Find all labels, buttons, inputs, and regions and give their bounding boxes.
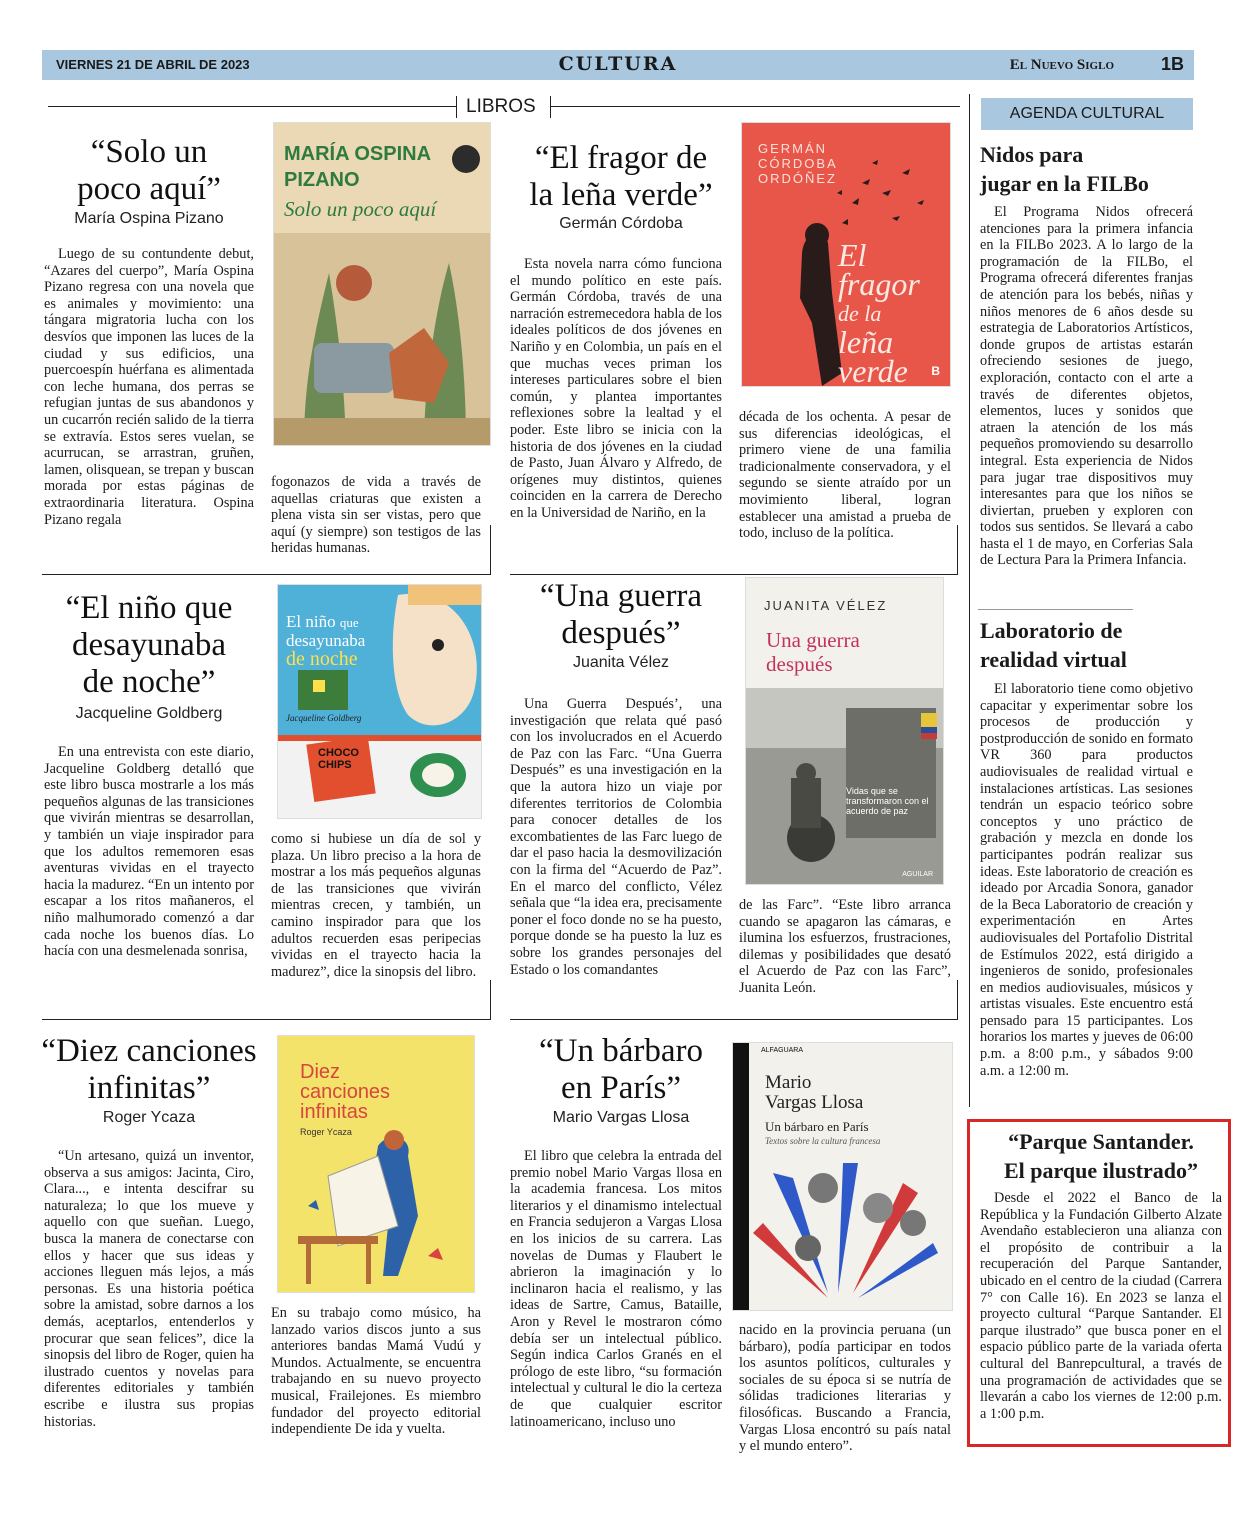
cover-title-line: de la [838, 301, 882, 326]
book-cover [746, 578, 943, 884]
cover-author: Jacqueline Goldberg [286, 713, 362, 723]
title-line: infinitas” [87, 1070, 211, 1106]
book-cover [733, 1043, 952, 1310]
cover-author: PIZANO [284, 169, 360, 191]
cover-author-line: CÓRDOBA [758, 156, 838, 171]
title-line: “El fragor de [534, 140, 708, 176]
cover-title-line: Una guerra [766, 628, 860, 652]
cover-author: Roger Ycaza [300, 1127, 352, 1137]
libros-rule-tick-left [456, 96, 457, 118]
cover-title: Un bárbaro en París [765, 1119, 869, 1134]
article-text: de las Farc”. “Este libro arranca cuando se apagaron las cámaras, e ilumina los esfuerzos, frustraciones, dilemas y posibilidades que desató el Acuerdo de Paz con las Farc”, Juanita León. [739, 897, 951, 996]
book-cover [742, 123, 950, 386]
title-line: la leña verde” [529, 177, 713, 213]
cover-title-line: canciones [300, 1081, 391, 1103]
publisher-logo: AGUILAR [902, 871, 933, 878]
sidebar-item-title [980, 140, 1195, 198]
book-author: Mario Vargas Llosa [552, 1109, 690, 1126]
title-line: “Diez canciones [41, 1033, 257, 1069]
sidebar-item-text: El laboratorio tiene como objetivo capacitar y experimentar sobre los procesos de producción y postproducción de sonido en formato VR 360 para productos audiovisuales de realidad virtual e instalaciones artísticas. Las sesiones tendrán un espacio teórico sobre conceptos y uno práctico de grabación y mezcla en donde los participantes podrán realizar sus ideas. Este laboratorio de creación es ideado por Arcadia Sonora, ganador de la Beca Laboratorio de creación y experimentación en Artes audiovisuales del Portafolio Distrital de Estímulos 2022, está dirigido a ingenieros de sonido, profesionales en medios audiovisuales, músicos y artistas visuales. Este encuentro está pensado para 15 participantes. Los horarios los martes y jueves de 06:00 p.m. a 8:00 p.m., y sábados 9:00 a.m. a 12:00 m. [980, 681, 1193, 1079]
title-line: “Un bárbaro [538, 1033, 703, 1069]
book-title [40, 1033, 258, 1107]
sidebar-item-title [978, 1127, 1224, 1185]
cover-illustration [733, 1153, 952, 1310]
agenda-cultural-heading: AGENDA CULTURAL [981, 98, 1193, 130]
book-cover [278, 585, 481, 818]
cover-title-line: Diez [300, 1061, 341, 1083]
article-text: como si hubiese un día de sol y plaza. Un libro preciso a la hora de mostrar a los más pequeños algunas de las transiciones que vivirán mientras crecen, y también, un camino inspirador para que los adultos recuerden esas peripecias vividas en el trayecto hacia la madurez”, dice la sinopsis del libro. [271, 831, 481, 980]
article-text: El libro que celebra la entrada del premio nobel Mario Vargas llosa en la academia francesa. Los mitos literarios y el dinamismo intelectual en Francia sedujeron a Vargas Llosa en los inicios de su carrera. Las novelas de Dumas y Flaubert le abrieron la imaginación y lo inclinaron hacia el realismo, y las ideas de Sartre, Camus, Bataille, Aron y Revel le mostraron cómo debía ser un intelectual público. Según indica Carlos Granés en el prólogo de este libro, “su formación intelectual y cultural le dio la certeza de que cualquier escritor latinoamericano, incluso uno [510, 1148, 722, 1430]
cover-title [838, 237, 920, 386]
article-text: Luego de su contundente debut, “Azares del cuerpo”, María Ospina Pizano regresa con una novela que es animales y movimiento: una tángara migratoria lucha con los desvíos que imponen las luces de la ciudad y sus edificios, una puercoespín huérfana es alimentada con leche humana, dos perras se refugian juntas de sus abandonos y un cucarrón recién salido de la tierra se extravía. Estos seres vuelan, se acurrucan, se arrastran, gruñen, lamen, olisquean, se trepan y buscan morada por estas páginas de extraordinaria literatura. Ospina Pizano regala [44, 246, 254, 528]
cover-author: MARÍA OSPINA [284, 143, 432, 165]
title-line: El parque ilustrado” [1004, 1158, 1198, 1183]
cover-illustration [278, 585, 481, 818]
article-text: “Un artesano, quizá un inventor, observa a sus amigos: Jacinta, Ciro, Clara..., e intenta descifrar su naturaleza; lo que los mueve y aquello con que sueñan. Luego, busca la manera de conectarse con ellos y hacer que sus ideas y acciones lleguen más lejos, a más personas. Es una historia poética sobre la amistad, sobre darnos a los demás, aceptarlos, entenderlos y procurar que sean felices”, dice la sinopsis del libro de Roger, quien ha ilustrado cuentos y novelas para diferentes editoriales y también escribe e ilustra sus propias historias. [44, 1148, 254, 1430]
article-text: Esta novela narra cómo funciona el mundo político en este país. Germán Córdoba, través de una narración estremecedora habla de los ideales políticos de dos jóvenes en Nariño y en Colombia, un país en el que muchas veces priman los intereses particulares sobre el bien común, y plantea importantes reflexiones sobre la lealtad y el poder. Este libro se inicia con la historia de dos jóvenes en la ciudad de Pasto, Juan Álvaro y Alfredo, de orígenes muy distintos, quienes coinciden en la carrera de Derecho en la Universidad de Nariño, en la [510, 256, 722, 521]
sidebar-divider [978, 609, 1133, 610]
article-text: En una entrevista con este diario, Jacqueline Goldberg detalló que este libro busca mostrarle a los más pequeños algunas de las transiciones que vivirán mientras se desarrollan, y también un viaje inspirador para que los adultos rememoren esas aventuras vividas en el trayecto hacia la madurez. “En un intento por escapar a los ritos mañaneros, el niño malhumorado comenzó a dar cada noche los buenos días. Lo hacía con una desmelenada sonrisa, [44, 744, 254, 960]
row-divider [510, 1019, 958, 1020]
cover-title-line: después [766, 652, 833, 676]
cover-author [765, 1073, 863, 1113]
header-date: VIERNES 21 DE ABRIL DE 2023 [56, 57, 250, 72]
title-line: en París” [560, 1070, 682, 1106]
cover-illustration [278, 1036, 474, 1292]
article-text: década de los ochenta. A pesar de sus diferencias ideológicas, el primero viene de una familia tradicionalmente conservadora, y el segundo se siente atraído por un movimiento liberal, logran establecer una amistad a prueba de todo, incluso de la política. [739, 409, 951, 542]
cover-title [766, 628, 860, 676]
sidebar-divider [969, 94, 970, 1107]
cover-author-line: Vargas Llosa [765, 1092, 864, 1113]
title-line: de noche” [82, 664, 216, 700]
book-title [510, 140, 732, 214]
section-title: CULTURA [558, 53, 678, 75]
book-author: Jacqueline Goldberg [75, 705, 223, 722]
page-header [42, 50, 1194, 80]
title-line: “Una guerra [539, 578, 703, 614]
book-title [510, 578, 732, 652]
cover-author: JUANITA VÉLEZ [764, 598, 888, 613]
book-cover [274, 123, 490, 445]
cover-subtitle: Vidas que se transformaron con el acuerdo de paz [846, 786, 929, 816]
title-line: “El niño que [65, 590, 233, 626]
cover-illustration [274, 233, 490, 445]
book-title [510, 1033, 732, 1107]
row-divider [42, 574, 491, 575]
libros-label: LIBROS [466, 96, 536, 117]
title-line: Nidos para [980, 142, 1084, 167]
book-author: Germán Córdoba [559, 215, 683, 232]
title-line: “Solo un [90, 134, 208, 170]
title-line: después” [561, 615, 681, 651]
cover-title-line: El [838, 237, 867, 273]
title-line: jugar en la FILBo [980, 171, 1149, 196]
title-line: desayunaba [72, 627, 226, 663]
sidebar-item-title [980, 616, 1195, 674]
publisher-logo [452, 145, 480, 173]
cover-title-line: verde [838, 353, 908, 386]
book-title [44, 590, 254, 701]
article-text: En su trabajo como músico, ha lanzado varios discos junto a sus anteriores bandas Mamá Vudú y Mundos. Actualmente, se encuentra trabajando en su nuevo proyecto musical, Frailejones. Es miembro fundador del proyecto editorial independiente De ida y vuelta. [271, 1305, 481, 1438]
cover-title-line: infinitas [300, 1101, 368, 1123]
cover-title-line: de noche [286, 648, 358, 670]
book-author: Roger Ycaza [102, 1109, 196, 1126]
divider-tick [957, 980, 958, 1020]
publisher-logo: B [931, 364, 940, 378]
cover-title-line: El niño [286, 612, 336, 631]
row-divider [510, 574, 958, 575]
cover-author-line: Mario [765, 1072, 812, 1093]
article-text: nacido en la provincia peruana (un bárbaro), podía participar en todos los asuntos políticos, culturales y sociales de su época si se nutría de sólidas tradiciones literarias y filosóficas. Buscando a Francia, Vargas Llosa encontró su país natal y el mundo entero”. [739, 1322, 951, 1455]
libros-rule-tick-right [550, 96, 551, 118]
cover-subtitle: Textos sobre la cultura francesa [765, 1136, 881, 1146]
cover-sign: CHOCO CHIPS [318, 747, 359, 771]
cover-author-line: GERMÁN [758, 141, 828, 156]
book-cover [278, 1036, 474, 1292]
sidebar-item-text: Desde el 2022 el Banco de la República y la Fundación Gilberto Alzate Avendaño establecieron una alianza con el propósito de contribuir a la recuperación del Parque Santander, ubicado en el centro de la ciudad (Carrera 7° con Calle 16). En 2023 se lanza el proyecto cultural “Parque Santander. El parque ilustrado” que busca poner en el espacio público parte de la variada oferta cultural del Banrepcultural, a través de una programación de actividades que se llevarán a cabo los viernes de 12:00 p.m. a 1:00 p.m. [980, 1190, 1222, 1422]
cover-title-line: desayunaba [286, 631, 366, 650]
cover-title-line: fragor [838, 266, 920, 302]
book-author: Juanita Vélez [572, 654, 670, 671]
book-title [44, 134, 254, 208]
title-line: “Parque Santander. [1008, 1129, 1194, 1154]
libros-rule-left [48, 106, 456, 107]
divider-tick [957, 525, 958, 575]
cover-author-line: ORDÓÑEZ [758, 171, 837, 186]
newspaper-name: El Nuevo Siglo [1009, 57, 1114, 73]
publisher-logo: ALFAGUARA [761, 1047, 804, 1054]
sidebar-item-text: El Programa Nidos ofrecerá atenciones para la primera infancia en la FILBo 2023. A lo largo de la programación de la FILBo, el Programa ofrecerá diferentes franjas de atención para los bebés, niñas y niños menores de 6 años desde su estrategia de Laboratorios Artísticos, donde grupos de artistas estarán ofreciendo sesiones de juego, exploración, contacto con el arte a través de diferentes objetos, elementos, luces y sonidos que atraen la atención de los más pequeños promoviendo su desarrollo integral. Esta experiencia de Nidos para jugar trae dispositivos muy interesantes para que los niños se diviertan, prueben y exploren con todos sus sentidos. Se llevará a cabo hasta el 1 de mayo, en Corferias Sala de Lectura Para la Primera Infancia. [980, 204, 1193, 569]
cover-title-line: leña [838, 324, 894, 360]
page-number: 1B [1160, 54, 1184, 74]
article-text: fogonazos de vida a través de aquellas criaturas que existen a plena vista sin ser vistas, pero que aquí (y siempre) son testigos de las heridas humanas. [271, 474, 481, 557]
article-text: Una Guerra Después’, una investigación que relata qué pasó con los involucrados en el Acuerdo de Paz con las Farc. “Una Guerra Después” es una investigación en la que la autora hizo un viaje por diferentes territorios de Colombia para conocer detalles de los excombatientes de las Farc luego de dar el paso hacia la desmovilización con la firma del “Acuerdo de Paz”. En el marco del conflicto, Vélez señala que “la idea era, precisamente poner el foco donde no se ha puesto, porque donde se ha puesto la luz es sobre los grandes personajes del Estado o los comandantes [510, 696, 722, 978]
title-line: realidad virtual [980, 647, 1127, 672]
book-author: María Ospina Pizano [74, 210, 224, 227]
libros-rule-right [550, 106, 960, 107]
divider-tick [490, 525, 491, 575]
cover-title: Solo un poco aquí [284, 197, 437, 221]
row-divider [42, 1019, 491, 1020]
title-line: poco aquí” [77, 171, 221, 207]
cover-title-line: que [339, 615, 359, 630]
divider-tick [490, 980, 491, 1020]
title-line: Laboratorio de [980, 618, 1123, 643]
